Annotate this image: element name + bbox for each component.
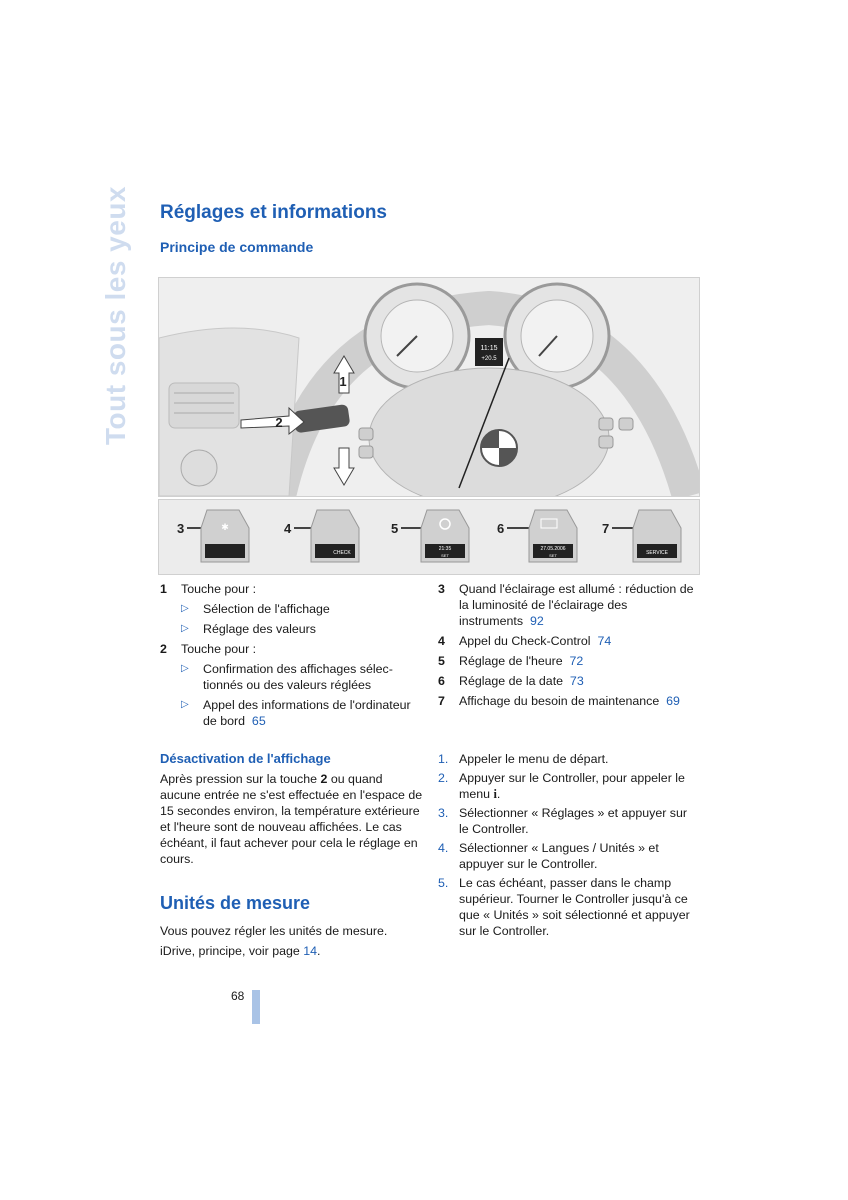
center-display-temp: +20.5 [481, 356, 497, 362]
subsection-title: Principe de commande [160, 239, 314, 255]
steps-list [438, 751, 700, 939]
dashboard-figure [158, 277, 698, 573]
step-item: 5. Le cas échéant, passer dans le champ supérieur. Tourner le Controller jusqu'à ce que « Unités » soit sélectionné et appuyer sur le Controller. [438, 876, 690, 938]
dashboard-svg [159, 278, 699, 496]
legend-bullet: ▷ Réglage des valeurs [181, 622, 316, 636]
triangle-bullet-icon: ▷ [181, 663, 189, 674]
legend-text: Touche pour : [181, 582, 257, 596]
unites-title: Unités de mesure [160, 893, 311, 913]
legend-text: Réglage de l'heure [459, 654, 563, 668]
callout-3: 3 [177, 521, 185, 536]
idrive-paragraph: iDrive, principe, voir page 14. [160, 944, 321, 958]
legend-item-5: 5 Réglage de l'heure 72 [438, 654, 584, 668]
legend-item-4: 4 Appel du Check-Control 74 [438, 634, 612, 648]
step-item: 4. Sélectionner « Langues / Unités » et appuyer sur le Controller. [438, 841, 659, 871]
legend-bullet: ▷ Confirmation des affichages sélectionnés ou des valeurs réglées [181, 662, 393, 692]
legend-item-1 [160, 581, 422, 597]
legend-text: Appel du Check-Control [459, 634, 591, 648]
page-ref-link[interactable]: 65 [251, 714, 266, 728]
page-ref-link[interactable]: 74 [597, 634, 612, 648]
legend-bullet: ▷ Sélection de l'affichage [181, 602, 330, 616]
info-icon: i [493, 787, 497, 801]
unites-paragraph: Vous pouvez régler les unités de mesure. [160, 924, 388, 938]
panel-6-date: 27.05.2006 [540, 546, 566, 552]
page-ref-link[interactable]: 14 [303, 944, 318, 958]
desactivation-paragraph: Après pression sur la touche 2 ou quand aucune entrée ne s'est effectuée en l'espace de 15 secondes environ, la température extérieure et l'heure sont de nouveau affichées. Le cas échéant, il faut achever pour cela le réglage en cours. [160, 772, 423, 866]
page-ref-link[interactable]: 72 [569, 654, 584, 668]
desactivation-title: Désactivation de l'affichage [160, 751, 331, 766]
callout-2: 2 [275, 415, 283, 430]
panel-7-label: SERVICE [646, 550, 668, 556]
page-tab-marker [252, 990, 260, 1024]
page-ref-link[interactable]: 73 [569, 674, 584, 688]
step-item: 3. Sélectionner « Réglages » et appuyer sur le Controller. [438, 806, 687, 836]
callout-6: 6 [497, 521, 505, 536]
triangle-bullet-icon: ▷ [181, 603, 189, 614]
legend-bullet: ▷ Appel des informations de l'ordinateur de bord 65 [181, 698, 411, 728]
panel-5-time: 21:35 [438, 546, 452, 552]
legend-item-6: 6 Réglage de la date 73 [438, 674, 584, 688]
page-ref-link[interactable]: 92 [529, 614, 544, 628]
legend-num: 2 [160, 642, 167, 656]
page-ref-link[interactable]: 69 [666, 694, 680, 708]
panel-4-label: CHECK [333, 550, 351, 556]
callout-7: 7 [602, 521, 610, 536]
legend-item-7: 7 Affichage du besoin de maintenance 69 [438, 694, 680, 708]
dashboard-illustration [158, 277, 700, 497]
legend-text: Touche pour : [181, 642, 257, 656]
callout-5: 5 [391, 521, 399, 536]
triangle-bullet-icon: ▷ [181, 699, 189, 710]
legend-text: Réglage de la date [459, 674, 564, 688]
legend-text: Affichage du besoin de maintenance [459, 694, 660, 708]
triangle-bullet-icon: ▷ [181, 623, 189, 634]
step-item: 2. Appuyer sur le Controller, pour appeler le menu i. [438, 771, 685, 801]
legend-item-3: 3 Quand l'éclairage est allumé : réduction de la luminosité de l'éclairage des instruments 92 [438, 582, 694, 628]
legend-text: Quand l'éclairage est allumé : réduction de la luminosité de l'éclairage des instruments [459, 582, 694, 628]
panel-6-set: SET [549, 553, 557, 558]
display-panels [158, 499, 700, 575]
step-item: 1. Appeler le menu de départ. [438, 752, 609, 766]
svg-text:✱: ✱ [221, 522, 229, 532]
panel-5-set: SET [441, 553, 449, 558]
side-section-title: Tout sous les yeux [100, 186, 131, 445]
page-number: 68 [231, 989, 245, 1003]
callout-4: 4 [284, 521, 292, 536]
right-legend-list [438, 581, 700, 709]
display-panels-svg [159, 500, 699, 574]
left-legend-list [160, 581, 422, 729]
callout-1: 1 [339, 374, 347, 389]
center-display-clock: 11:15 [480, 345, 498, 352]
legend-num: 1 [160, 582, 167, 596]
section-title: Réglages et informations [160, 202, 387, 223]
legend-item-2 [160, 641, 422, 657]
